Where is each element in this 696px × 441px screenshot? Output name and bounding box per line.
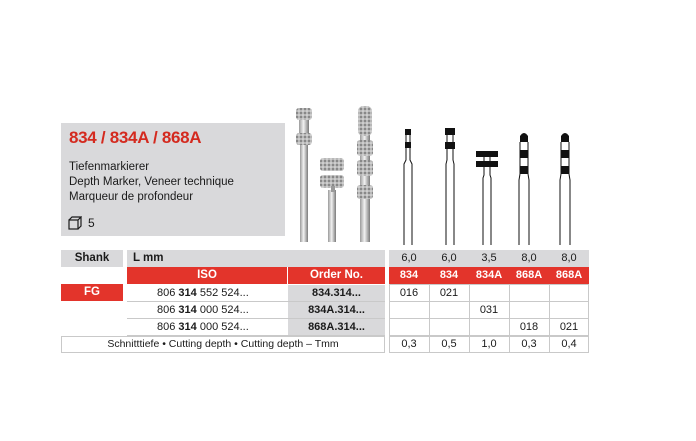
description-en: Depth Marker, Veneer technique [69, 176, 234, 188]
length-cell: 8,0 [521, 252, 537, 264]
iso-number: 806 314 000 524... [157, 304, 249, 316]
depth-cell: 0,5 [441, 338, 457, 350]
order-header: Order No. [288, 267, 385, 284]
lmm-label: L mm [127, 250, 385, 267]
product-title: 834 / 834A / 868A [69, 128, 202, 147]
size-cell: 016 [399, 287, 419, 299]
shank-type: FG [61, 284, 123, 301]
order-number: 834A.314... [288, 302, 385, 319]
length-cell: 6,0 [401, 252, 417, 264]
model-cell: 834A [475, 269, 503, 281]
length-cell: 8,0 [561, 252, 577, 264]
shank-label: Shank [61, 250, 123, 267]
bur-icon-834-a [404, 129, 412, 245]
pack-count: 5 [88, 216, 95, 230]
size-cell: 031 [479, 304, 499, 316]
depth-cell: 1,0 [481, 338, 497, 350]
iso-number: 806 314 552 524... [157, 287, 249, 299]
depth-cell: 0,3 [401, 338, 417, 350]
depth-cell: 0,4 [561, 338, 577, 350]
size-cell: 021 [439, 287, 459, 299]
bur-icon-834-b [445, 128, 455, 245]
bur-icon-868a-b [560, 133, 570, 245]
depth-cell: 0,3 [521, 338, 537, 350]
model-cell: 868A [515, 269, 543, 281]
description-de: Tiefenmarkierer [69, 161, 150, 173]
iso-header: ISO [127, 267, 287, 284]
bur-icon-834a [476, 151, 498, 245]
bur-photo [288, 100, 388, 242]
bur-icon-868a-a [519, 133, 529, 245]
iso-number: 806 314 000 524... [157, 321, 249, 333]
length-cell: 6,0 [441, 252, 457, 264]
size-cell: 021 [559, 321, 579, 333]
model-cell: 834 [399, 269, 419, 281]
depth-label: Schnitttiefe • Cutting depth • Cutting depth – Tmm [107, 338, 339, 350]
bur-schematics [388, 120, 588, 250]
size-cell: 018 [519, 321, 539, 333]
description-fr: Marqueur de profondeur [69, 191, 194, 203]
order-number: 868A.314... [288, 319, 385, 336]
length-cell: 3,5 [481, 252, 497, 264]
model-cell: 868A [555, 269, 583, 281]
order-number: 834.314... [288, 285, 385, 302]
pack-icon [68, 216, 82, 230]
model-cell: 834 [439, 269, 459, 281]
